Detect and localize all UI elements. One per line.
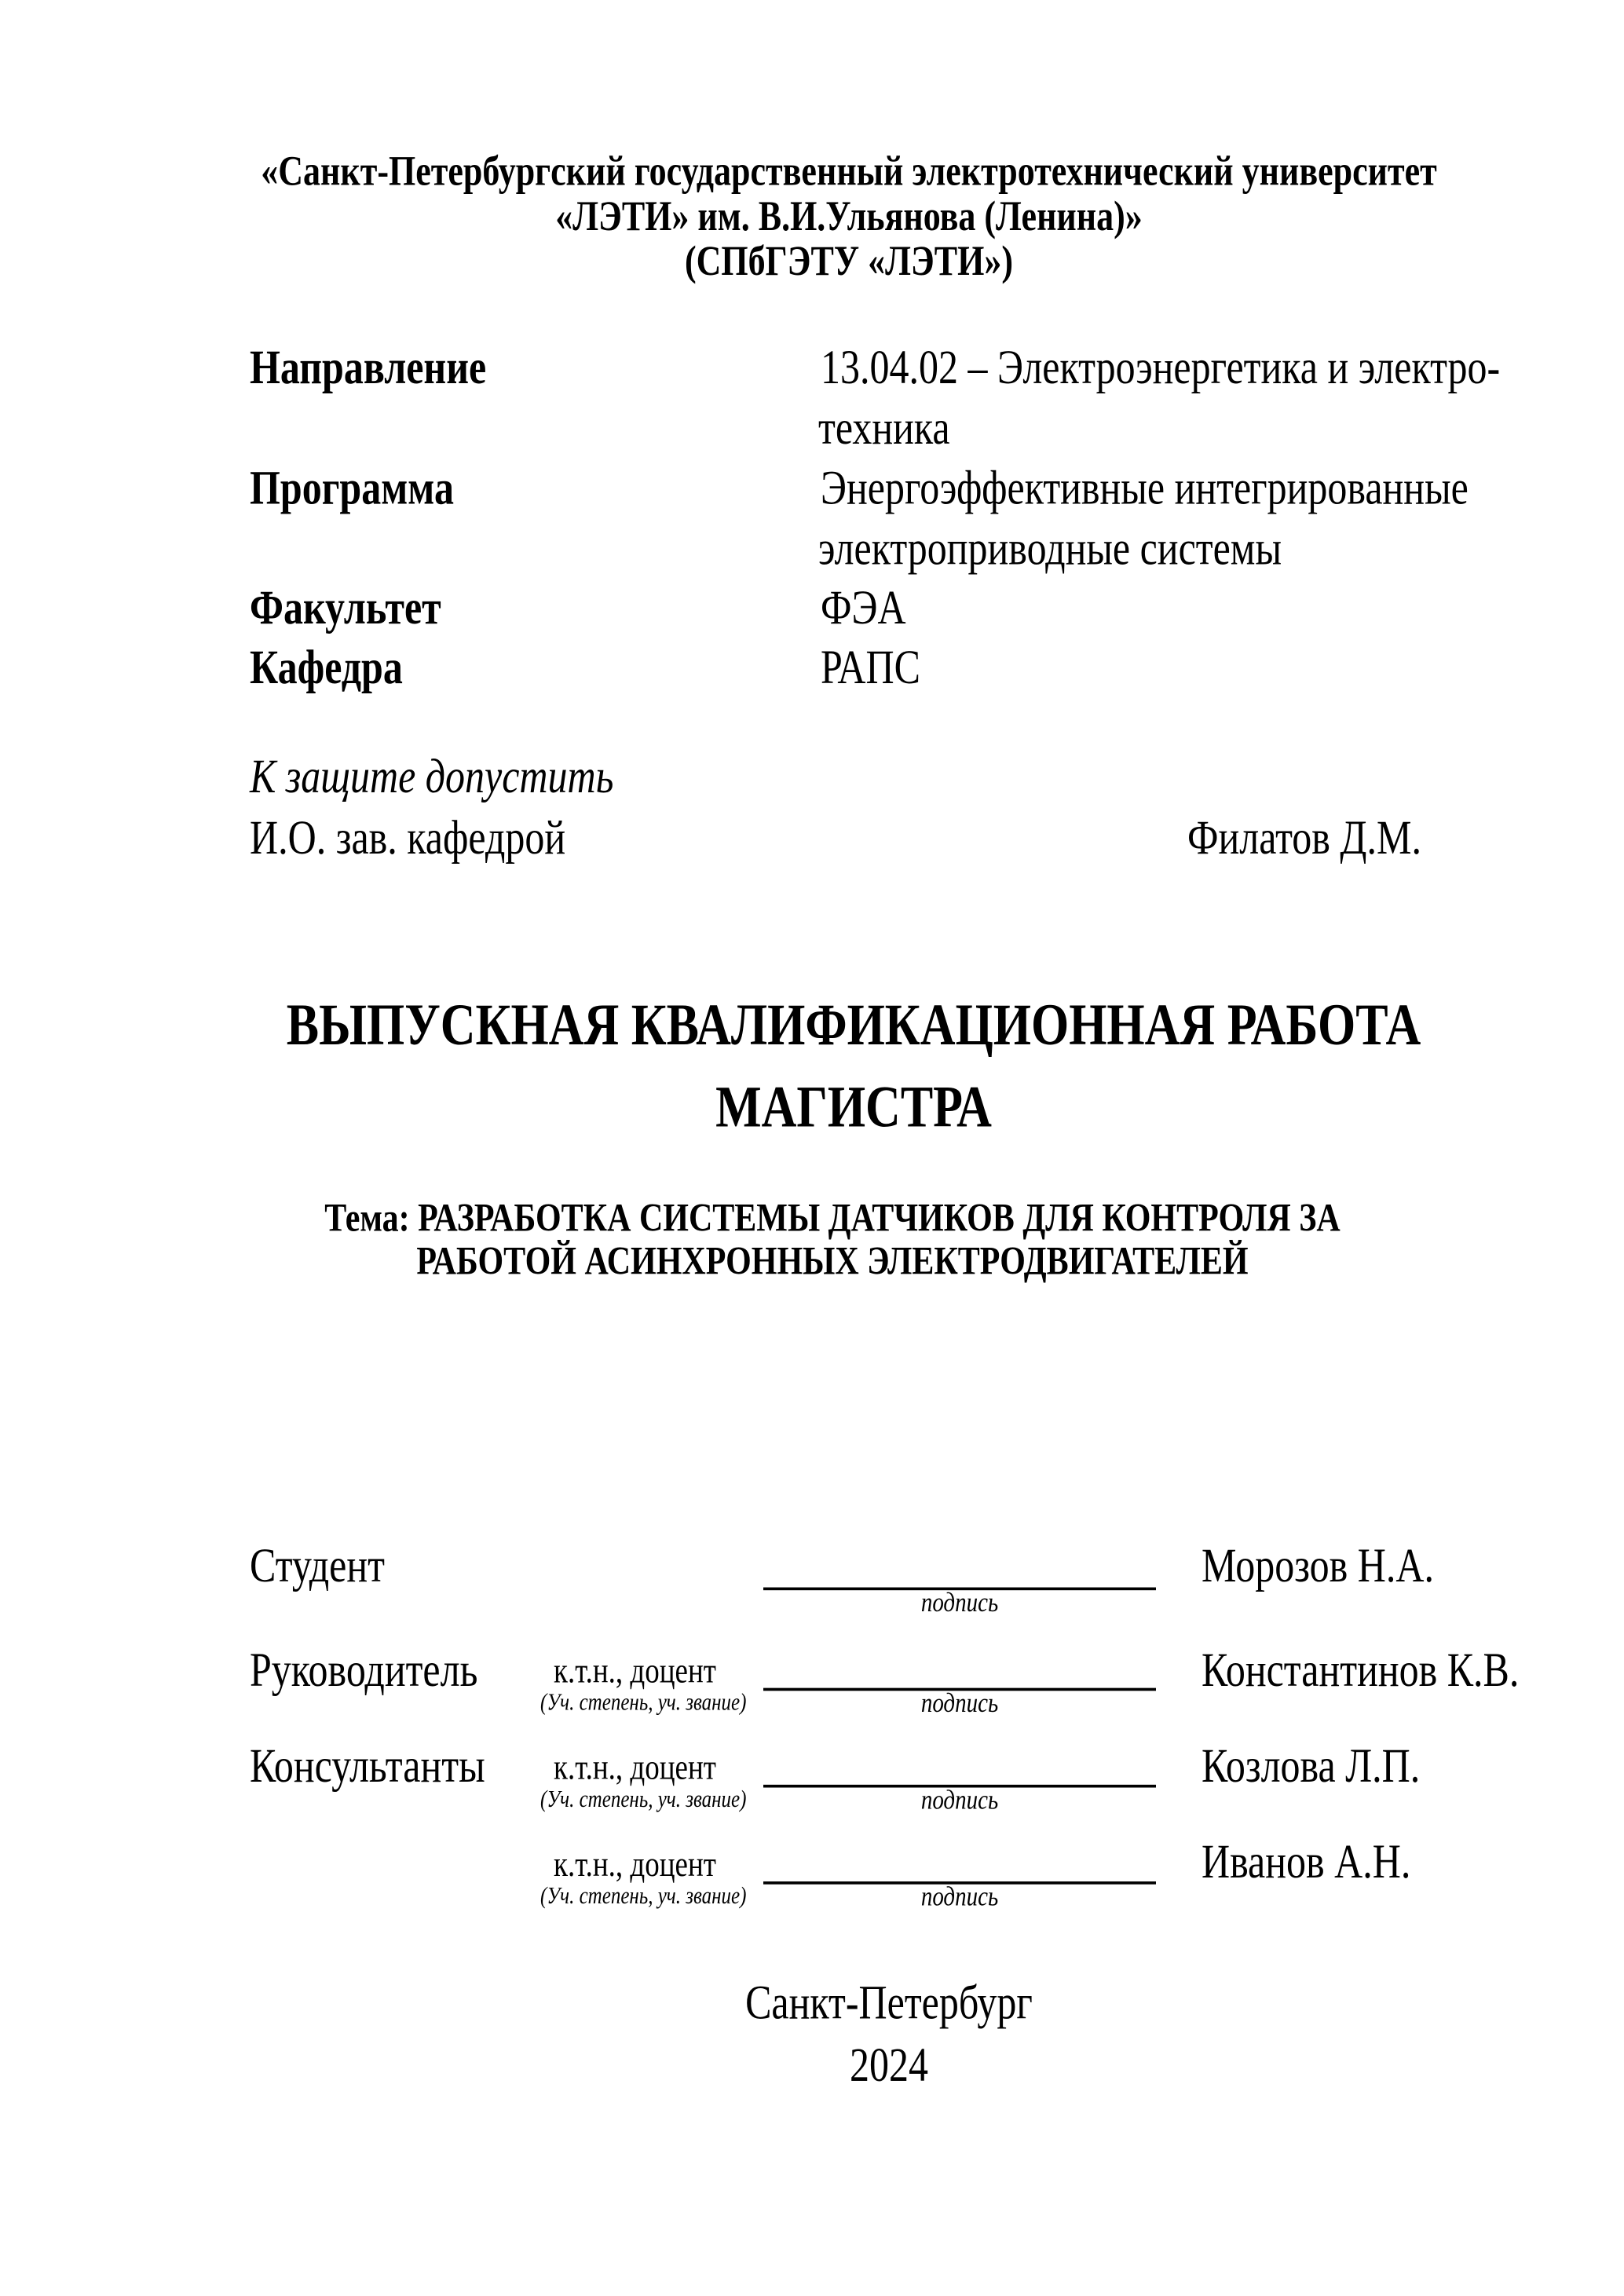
consultant1-degree: к.т.н., доцент [554, 1748, 716, 1788]
direction-value-line1: 13.04.02 – Электроэнергетика и электро- [821, 340, 1501, 394]
signature-role-supervisor: Руководитель [250, 1643, 478, 1697]
signature-caption: подпись [920, 1784, 999, 1815]
university-name-line2: «ЛЭТИ» им. В.И.Ульянова (Ленина)» [555, 192, 1143, 239]
topic-line2: РАБОТОЙ АСИНХРОННЫХ ЭЛЕКТРОДВИГАТЕЛЕЙ [416, 1239, 1249, 1284]
degree-hint: (Уч. степень, уч. звание) [540, 1883, 747, 1910]
supervisor-degree: к.т.н., доцент [554, 1651, 716, 1691]
university-name-line1: «Санкт-Петербургский государственный электротехнический университет [261, 147, 1437, 195]
supervisor-name: Константинов К.В. [1202, 1643, 1520, 1697]
department-label: Кафедра [250, 639, 403, 694]
consultant2-degree: к.т.н., доцент [554, 1844, 716, 1885]
program-value-line2: электроприводные системы [818, 521, 1282, 575]
year: 2024 [850, 2037, 928, 2092]
admit-to-defense-line: К защите допустить [250, 749, 614, 803]
university-abbreviation: (СПбГЭТУ «ЛЭТИ») [685, 237, 1013, 285]
consultant2-name: Иванов А.Н. [1202, 1834, 1411, 1888]
signature-caption: подпись [920, 1881, 999, 1913]
signature-role-student: Студент [250, 1538, 385, 1592]
program-label: Программа [250, 460, 454, 515]
work-title-line1: ВЫПУСКНАЯ КВАЛИФИКАЦИОННАЯ РАБОТА [286, 992, 1421, 1058]
degree-hint: (Уч. степень, уч. звание) [540, 1786, 747, 1813]
consultant1-name: Козлова Л.П. [1202, 1738, 1421, 1793]
department-head-label: И.О. зав. кафедрой [250, 810, 566, 865]
department-head-name: Филатов Д.М. [1187, 810, 1421, 865]
direction-value-line2: техника [818, 400, 950, 455]
signature-caption: подпись [920, 1587, 999, 1618]
student-name: Морозов Н.А. [1202, 1538, 1434, 1592]
department-value: РАПС [821, 639, 920, 694]
city: Санкт-Петербург [745, 1975, 1033, 2029]
work-title-line2: МАГИСТРА [715, 1074, 992, 1140]
faculty-value: ФЭА [821, 580, 906, 634]
direction-label: Направление [250, 340, 487, 394]
faculty-label: Факультет [250, 580, 441, 634]
topic-line1: Тема: РАЗРАБОТКА СИСТЕМЫ ДАТЧИКОВ ДЛЯ КОНТРОЛЯ ЗА [324, 1196, 1341, 1241]
program-value-line1: Энергоэффективные интегрированные [821, 460, 1469, 515]
signature-caption: подпись [920, 1687, 999, 1719]
degree-hint: (Уч. степень, уч. звание) [540, 1690, 747, 1717]
signature-role-consultants: Консультанты [250, 1738, 485, 1793]
